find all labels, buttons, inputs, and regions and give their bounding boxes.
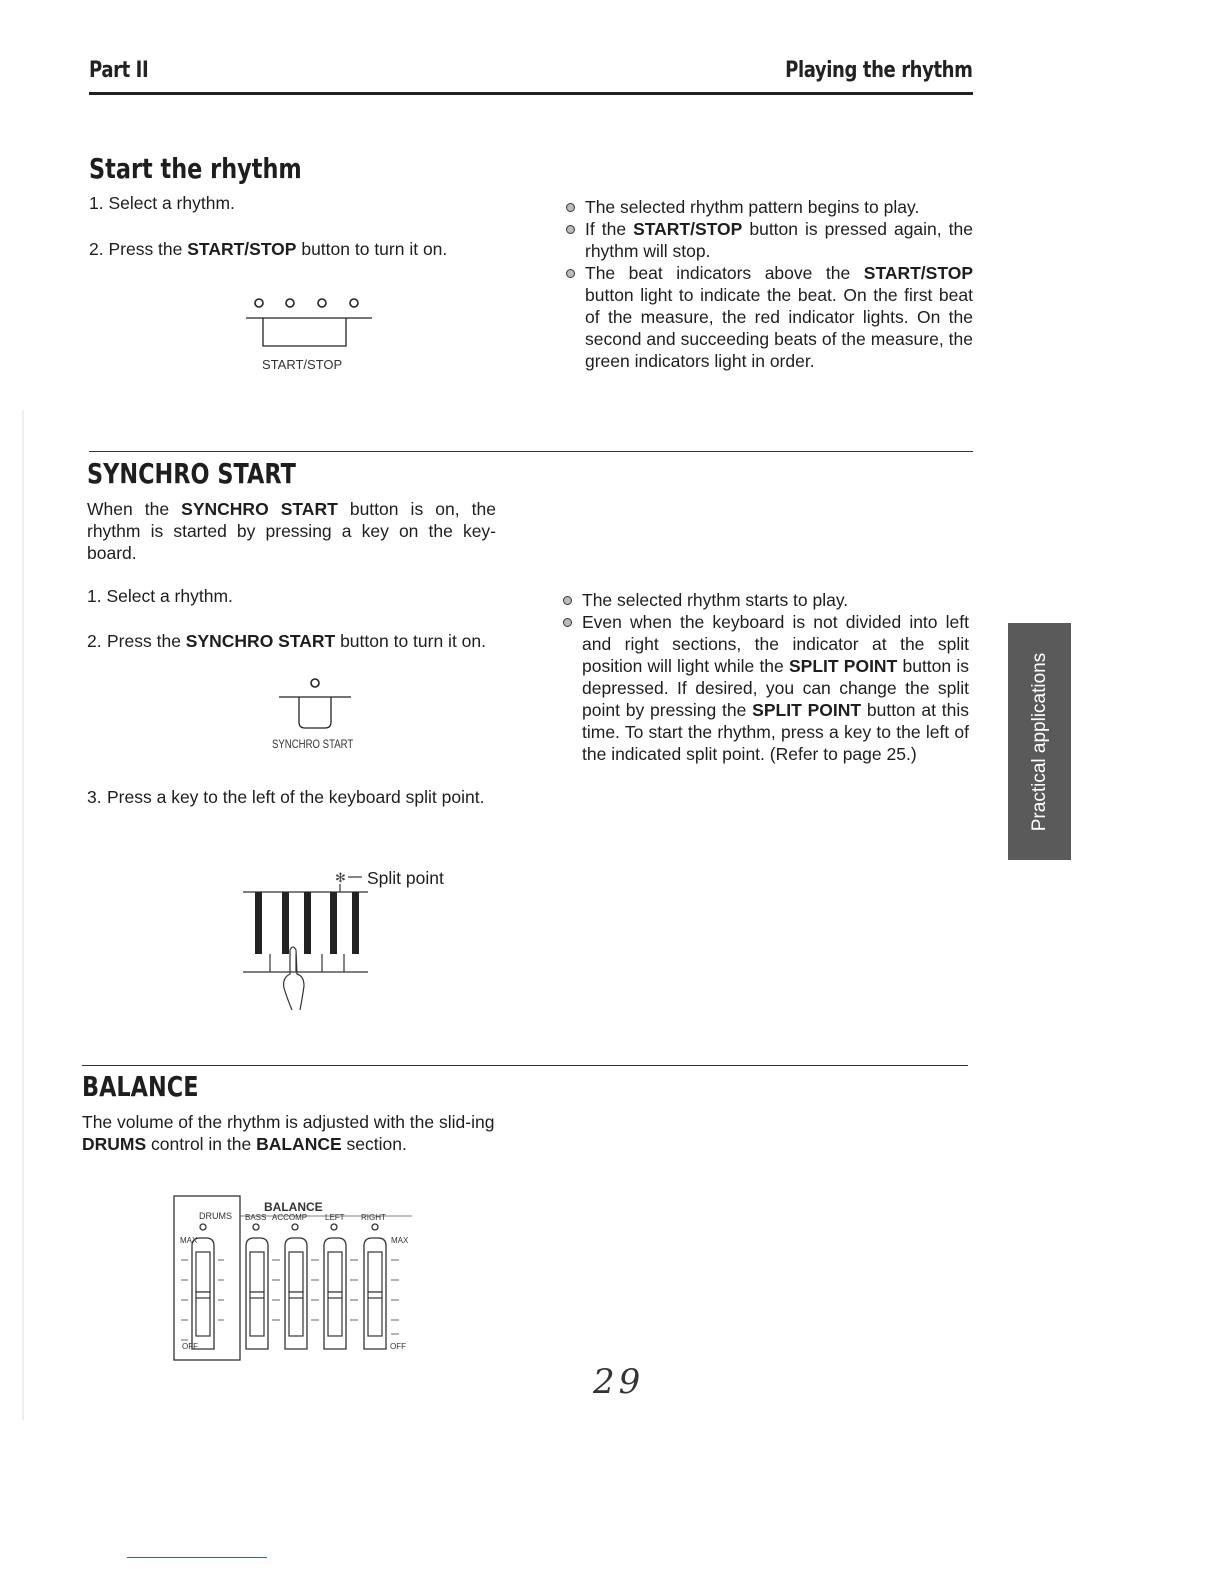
start-bullet-3: The beat indicators above the START/STOP button light to indicate the beat. On the first beat of the measure, the red indicator lights. On the second and succeeding beats of the measure, the green indicators light in order. bbox=[566, 262, 973, 372]
synchro-bullet-1: The selected rhythm starts to play. bbox=[563, 589, 969, 611]
max-left-label: MAX bbox=[180, 1236, 198, 1245]
synchro-indicator bbox=[311, 679, 319, 687]
header-title: Playing the rhythm bbox=[784, 58, 972, 83]
synchro-start-label: SYNCHRO START bbox=[272, 737, 354, 751]
synchro-start-diagram bbox=[275, 672, 355, 734]
start-bullet-1: The selected rhythm pattern begins to play. bbox=[566, 196, 973, 218]
synchro-button-shape bbox=[299, 697, 331, 728]
bass-label: BASS bbox=[245, 1213, 267, 1222]
synchro-step-3: 3. Press a key to the left of the keyboard split point. bbox=[87, 787, 485, 807]
synchro-step-1: 1. Select a rhythm. bbox=[87, 586, 233, 606]
synchro-bullets bbox=[563, 589, 969, 765]
start-bullets bbox=[566, 196, 973, 372]
side-tab-practical-applications: Practical applications bbox=[1008, 623, 1071, 860]
balance-panel-title: BALANCE bbox=[264, 1200, 323, 1214]
split-point-label: Split point bbox=[367, 868, 444, 888]
section-title-balance: BALANCE bbox=[82, 1070, 199, 1103]
header-rule bbox=[89, 92, 973, 95]
off-right-label: OFF bbox=[390, 1342, 406, 1351]
black-key bbox=[282, 892, 289, 954]
divider-balance bbox=[82, 1065, 968, 1066]
left-label: LEFT bbox=[325, 1213, 345, 1222]
beat-indicator-1 bbox=[255, 299, 263, 307]
page-number: 29 bbox=[593, 1362, 645, 1402]
black-key bbox=[304, 892, 311, 954]
start-step-1: 1. Select a rhythm. bbox=[89, 193, 235, 213]
beat-indicator-3 bbox=[318, 299, 326, 307]
hand-icon bbox=[290, 947, 304, 1010]
synchro-bullet-2: Even when the keyboard is not divided into left and right sections, the indicator at the split position will light while the SPLIT POINT button is depressed. If desired, you can change the split point by pressing the SPLIT POINT button at this time. To start the rhythm, press a key to the left of the indicated split point. (Refer to page 25.) bbox=[563, 611, 969, 765]
synchro-step-2: 2. Press the SYNCHRO START button to turn it on. bbox=[87, 631, 486, 651]
header-part: Part II bbox=[89, 58, 149, 83]
max-right-label: MAX bbox=[391, 1236, 409, 1245]
black-key bbox=[352, 892, 359, 954]
split-marker-icon: ✻ bbox=[335, 871, 346, 886]
section-title-synchro: SYNCHRO START bbox=[87, 457, 296, 490]
right-label: RIGHT bbox=[361, 1213, 386, 1222]
balance-intro: The volume of the rhythm is adjusted with the slid-ing DRUMS control in the BALANCE section. bbox=[82, 1112, 495, 1154]
black-key bbox=[255, 892, 262, 954]
scan-edge-shadow bbox=[22, 410, 24, 1420]
start-stop-diagram bbox=[240, 292, 380, 352]
synchro-intro: When the SYNCHRO START button is on, the rhythm is started by pressing a key on the key-board. bbox=[87, 499, 496, 563]
keyboard-split-diagram bbox=[238, 862, 383, 1020]
bottom-blue-line bbox=[127, 1557, 267, 1558]
divider-synchro bbox=[89, 451, 973, 452]
start-bullet-2: If the START/STOP button is pressed again, the rhythm will stop. bbox=[566, 218, 973, 262]
section-title-start: Start the rhythm bbox=[89, 152, 302, 185]
off-left-label: OFF bbox=[182, 1342, 198, 1351]
drums-label: DRUMS bbox=[199, 1211, 232, 1221]
beat-indicator-2 bbox=[286, 299, 294, 307]
start-stop-button-shape bbox=[263, 318, 346, 346]
start-step-2: 2. Press the START/STOP button to turn it on. bbox=[89, 239, 448, 259]
start-stop-label: START/STOP bbox=[262, 357, 343, 372]
beat-indicator-4 bbox=[350, 299, 358, 307]
black-key bbox=[330, 892, 337, 954]
accomp-label: ACCOMP bbox=[272, 1213, 308, 1222]
